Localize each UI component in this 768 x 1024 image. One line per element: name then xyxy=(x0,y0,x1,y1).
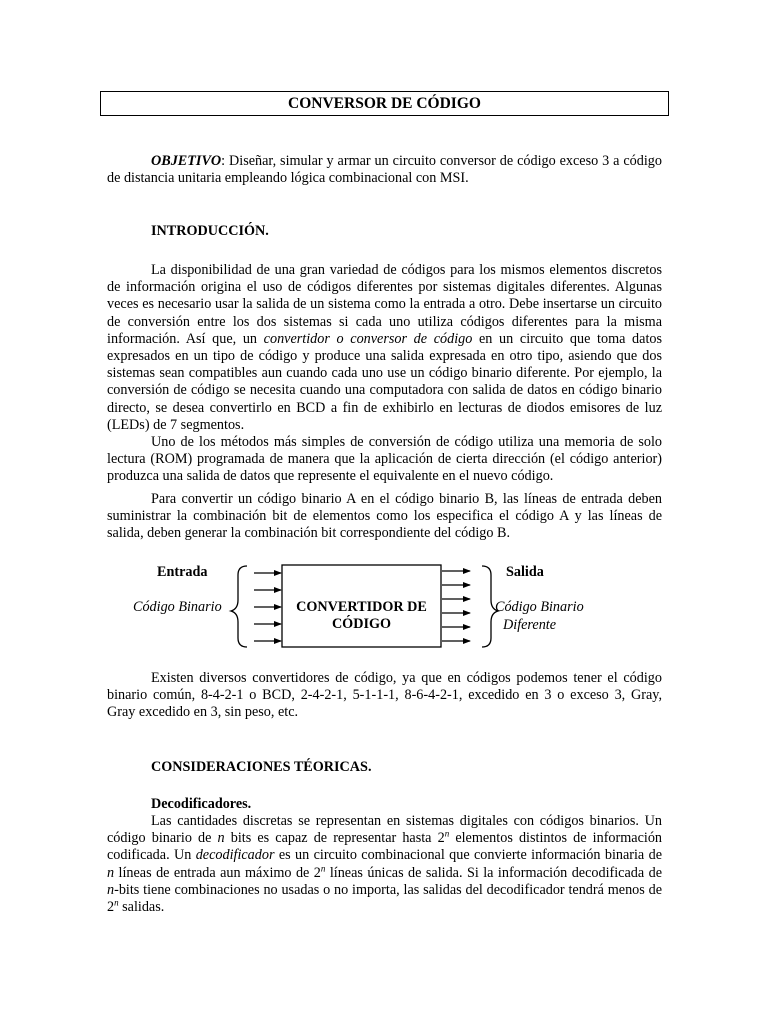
intro-p1-italic: convertidor o conversor de código xyxy=(263,330,473,347)
dec-text-5: líneas de entrada aun máximo de 2 xyxy=(114,864,321,881)
decodificadores-paragraph xyxy=(107,813,662,916)
dec-text-3: elementos distintos de información codificada. Un xyxy=(107,830,663,864)
intro-p2-text: Uno de los métodos más simples de conversión de código utiliza una memoria de solo lectura (ROM) programada de manera que la aplicación de cierta dirección (el código anterior) produzca una salida de datos que represente el equivalente en el nuevo código. xyxy=(107,434,662,485)
input-brace xyxy=(231,566,247,647)
output-desc-line1: Código Binario xyxy=(495,599,584,615)
dec-text-6: líneas únicas de salida. Si la información decodificada de xyxy=(325,864,662,881)
superscript-n: n xyxy=(444,828,450,839)
dec-text-1: Las cantidades discretas se representan en sistemas digitales con códigos binarios. Un código binario de xyxy=(107,813,662,847)
introduccion-heading: INTRODUCCIÓN. xyxy=(151,223,269,239)
box-label-line2: CÓDIGO xyxy=(331,616,392,632)
dec-text-8: salidas. xyxy=(118,899,165,916)
intro-p3-text: Para convertir un código binario A en el código binario B, las líneas de entrada deben suministrar la combinación bit de elementos como los especifica el código A y las líneas de salida, deben generar la combinación bit correspondiente del código B. xyxy=(107,491,662,542)
superscript-n: n xyxy=(320,862,326,873)
dec-text-4: es un circuito combinacional que convierte información binaria de xyxy=(274,847,662,864)
intro-p1-text-a: La disponibilidad de una gran variedad de códigos para los mismos elementos discretos de información origina el uso de códigos diferentes por sistemas digitales diferentes. Algunas veces es necesario usar la salida de un sistema como la entrada a otro. Debe insertarse un circuito de conversión entre los dos sistemas si cada uno utiliza códigos diferentes para la misma información. Así que, un xyxy=(107,262,662,347)
decodificadores-subheading: Decodificadores. xyxy=(151,796,252,812)
page-title: CONVERSOR DE CÓDIGO xyxy=(100,91,669,116)
consideraciones-heading: CONSIDERACIONES TÉORICAS. xyxy=(151,759,372,775)
dec-text-2: bits es capaz de representar hasta 2 xyxy=(224,830,445,847)
codes-text: Existen diversos convertidores de código, ya que en códigos podemos tener el código binario común, 8-4-2-1 o BCD, 2-4-2-1, 5-1-1-1, 8-6-4-2-1, excedido en 3 o exceso 3, Gray, Gray excedido en 3, sin peso, etc. xyxy=(107,670,662,721)
codes-paragraph xyxy=(107,670,662,722)
output-desc-line2: Diferente xyxy=(503,617,557,633)
intro-p1-text-b: en un circuito que toma datos expresados en un tipo de código y produce una salida expresada en otro tipo, asiendo que dos sistemas sean compatibles aun cuando cada uno use un código binario diferente. Por ejemplo, la conversión de código se necesita cuando una computadora con salida de datos en código binario directo, se desea convertirlo en BCD a fin de exhibirlo en lecturas de diodos emisores de luz (LEDs) de 7 segmentos. xyxy=(107,330,663,433)
dec-text-7: -bits tiene combinaciones no usadas o no importa, las salidas del decodificador tendrá menos de 2 xyxy=(107,881,662,916)
output-label: Salida xyxy=(506,564,544,580)
var-n: n xyxy=(107,881,115,898)
input-label: Entrada xyxy=(157,564,208,580)
decodificador-term: decodificador xyxy=(195,847,275,864)
var-n: n xyxy=(217,830,225,847)
input-desc: Código Binario xyxy=(133,599,222,615)
var-n: n xyxy=(107,864,115,881)
box-label-line1: CONVERTIDOR DE xyxy=(296,599,427,615)
objetivo-text: : Diseñar, simular y armar un circuito conversor de código exceso 3 a código de distancia unitaria empleando lógica combinacional con MSI. xyxy=(107,153,662,187)
superscript-n: n xyxy=(114,897,119,908)
objetivo-label: OBJETIVO xyxy=(151,153,222,169)
